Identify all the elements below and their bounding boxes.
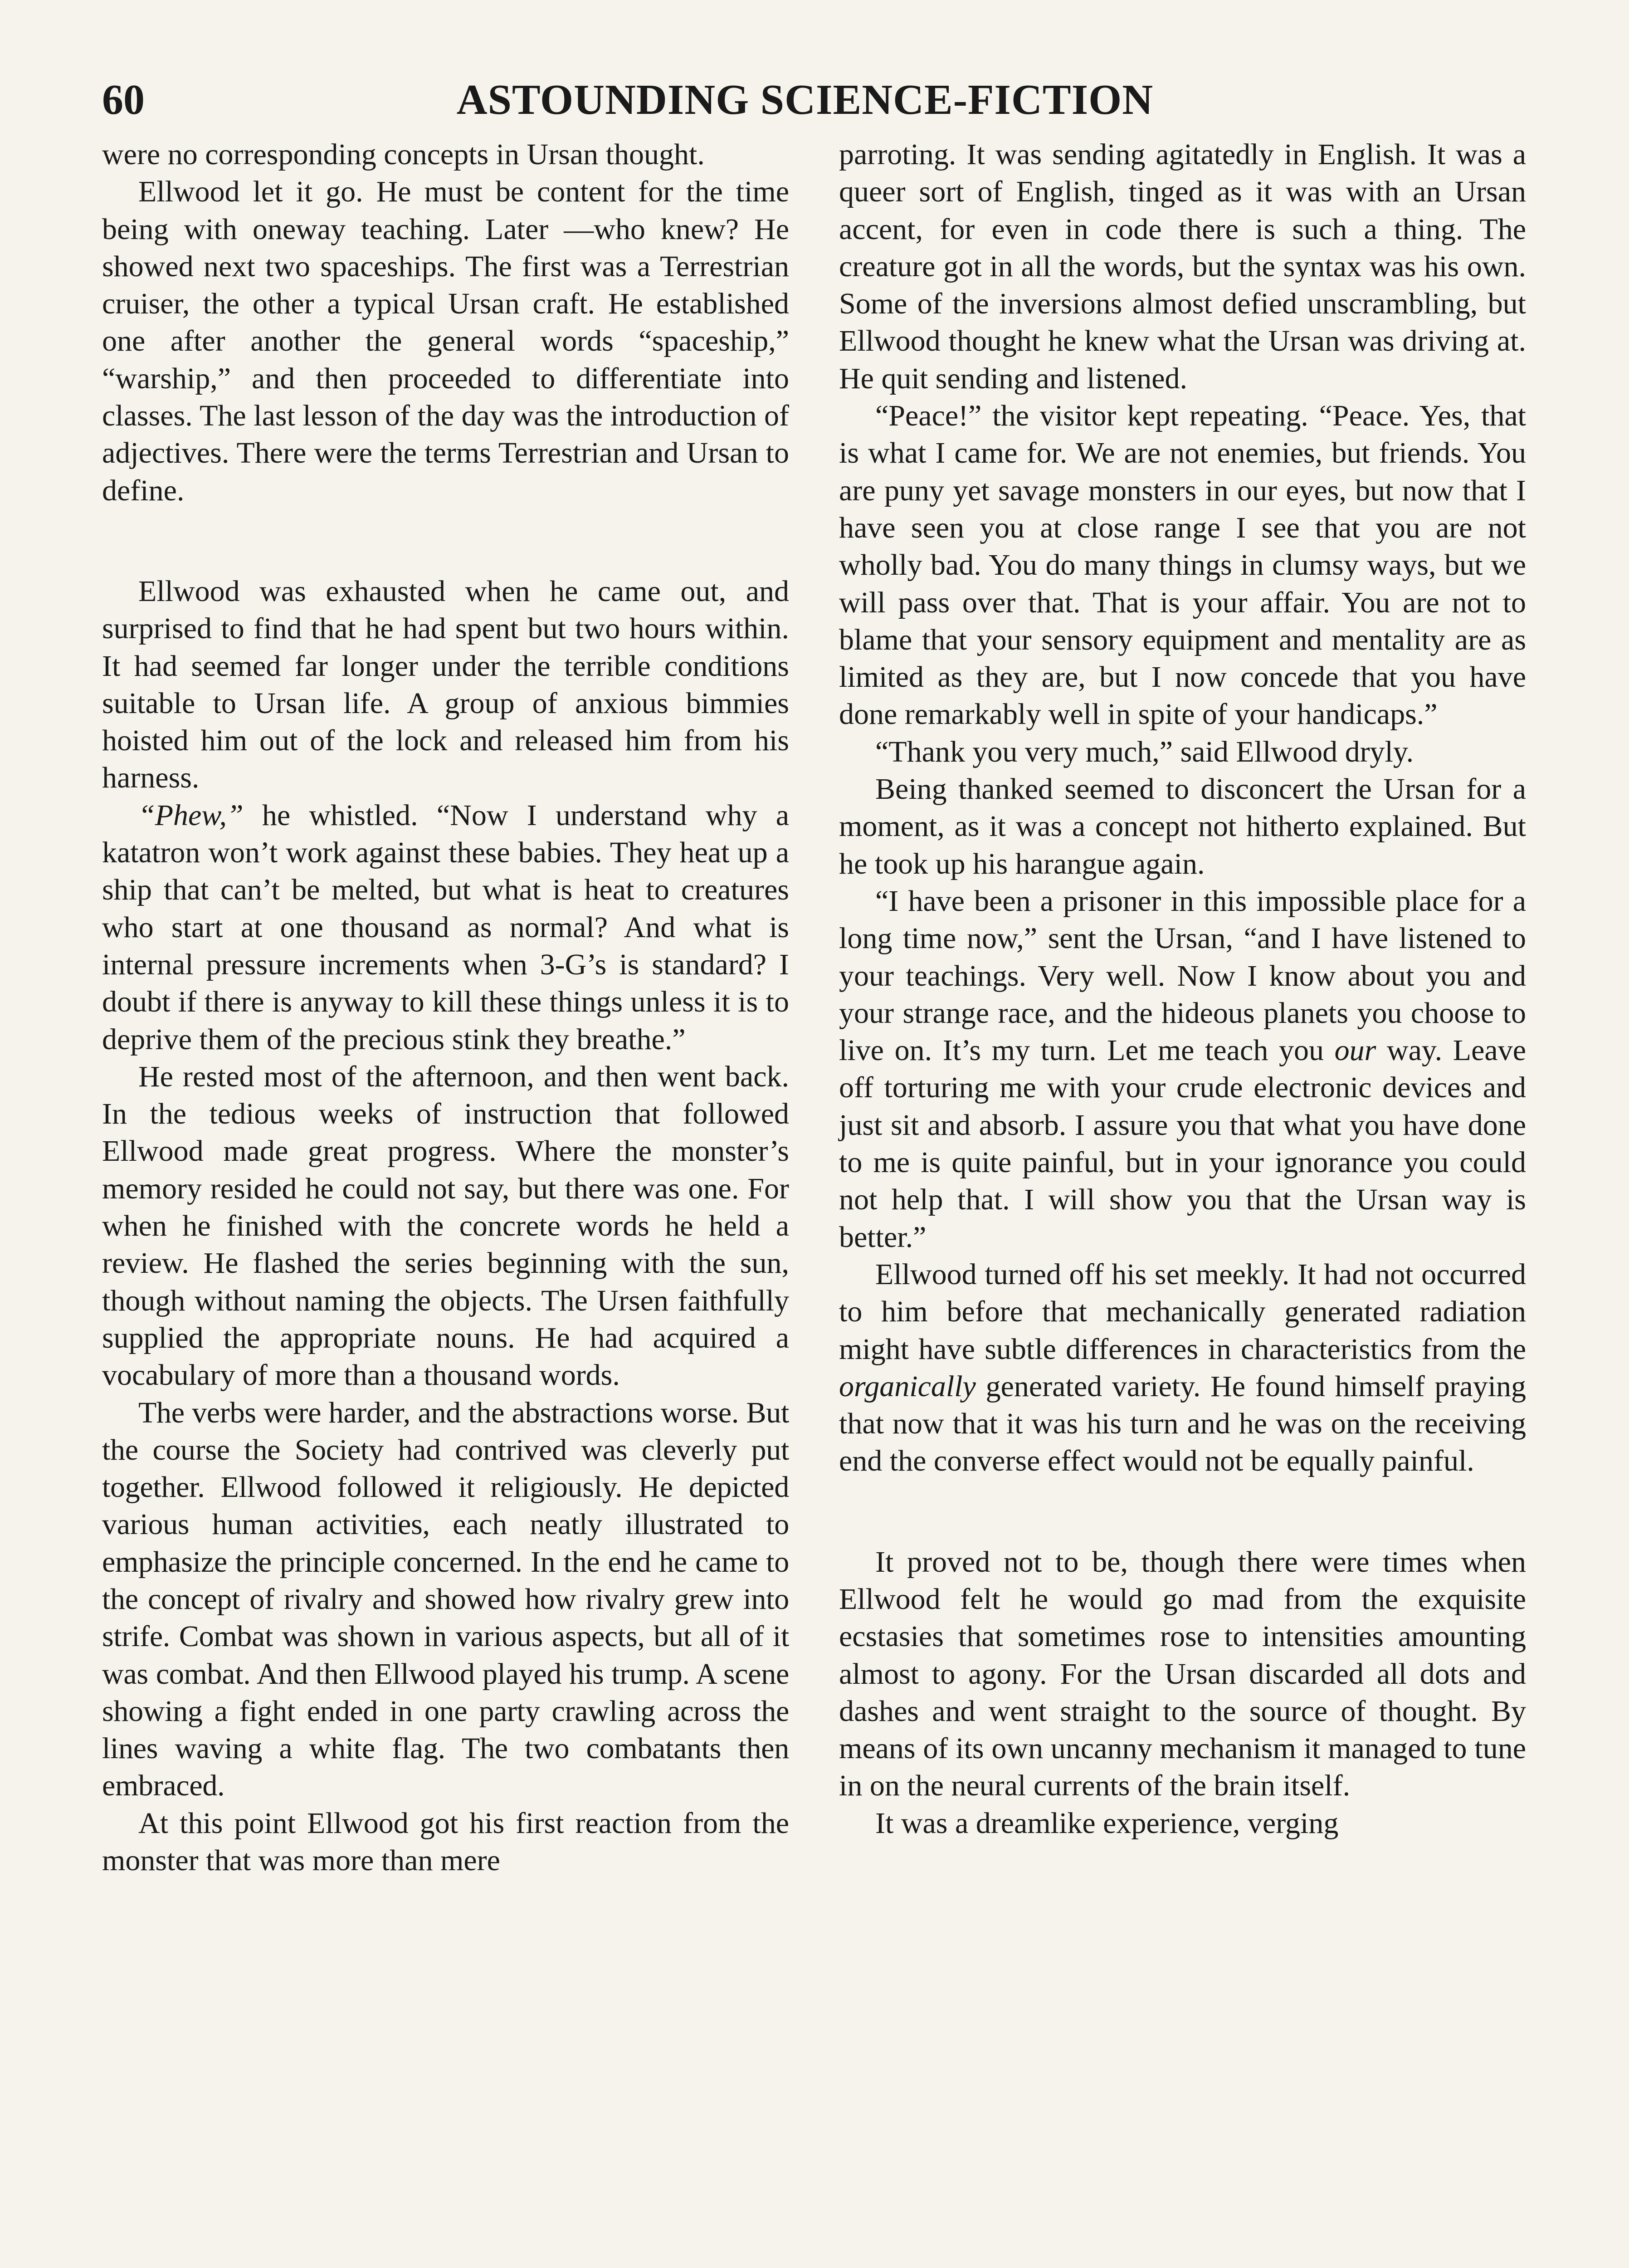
text-run: Ellwood turned off his set meekly. It had not occurred to him before that mechanically generated radiation might have subtle differences in characteristics from the xyxy=(839,1257,1526,1366)
italic-word: organically xyxy=(839,1369,976,1403)
paragraph xyxy=(839,883,1526,1256)
left-column xyxy=(102,136,789,1879)
paragraph: He rested most of the afternoon, and then went back. In the tedious weeks of instruction that followed Ellwood made great progress. Where the monster’s memory resided he could not say, but there was one. For when he finished with the concrete words he held a review. He flashed the series beginning with the sun, though without naming the objects. The Ursen faithfully supplied the appropriate nouns. He had acquired a vocabulary of more than a thousand words. xyxy=(102,1060,789,1392)
paragraph: “Peace!” the visitor kept repeating. “Peace. Yes, that is what I came for. We are not enemies, but friends. You are puny yet savage monsters in our eyes, but now that I have seen you at close range I see that you are not wholly bad. You do many things in clumsy ways, but we will pass over that. That is your affair. You are not to blame that your sensory equipment and mentality are as limited as they are, but I now concede that you have done remarkably well in spite of your handicaps.” xyxy=(839,399,1526,731)
paragraph xyxy=(839,1256,1526,1480)
text-run: “Now I understand why a katatron won’t work against these babies. They heat up a ship that can’t be melted, but what is heat to creatures who start at one thousand as normal? And what is internal pressure increments when 3-G’s is standard? I doubt if there is anyway to kill these things unless it is to deprive them of the precious stink they breathe.” xyxy=(102,798,789,1056)
paragraph: were no corresponding concepts in Ursan thought. xyxy=(102,138,705,171)
paragraph: Ellwood was exhausted when he came out, and surprised to find that he had spent but two hours within. It had seemed far longer under the terrible conditions suitable to Ursan life. A group of anxious bimmies hoisted him out of the lock and released him from his harness. xyxy=(102,574,789,795)
text-run: way. Leave off torturing me with your crude electronic devices and just sit and absorb. I assure you that what you have done to me is quite painful, but in your ignorance you could not help that. I will show you that the Ursan way is better.” xyxy=(839,1034,1526,1254)
text-run: generated variety. He found himself praying that now that it was his turn and he was on the receiving end the converse effect would not be equally painful. xyxy=(839,1369,1526,1478)
italic-phrase: “Phew,” xyxy=(138,798,244,832)
page-header xyxy=(102,68,1531,132)
paragraph: Ellwood let it go. He must be content for the time being with oneway teaching. Later —who knew? He showed next two spaceships. The first was a Terrestrian cruiser, the other a typical Ursan craft. He established one after another the general words “spaceship,” “warship,” and then proceeded to differentiate into classes. The last lesson of the day was the introduction of adjectives. There were the terms Terrestrian and Ursan to define. xyxy=(102,175,789,507)
paragraph: “Thank you very much,” said Ellwood dryly. xyxy=(875,735,1414,768)
paragraph xyxy=(102,797,789,1058)
paragraph: The verbs were harder, and the abstractions worse. But the course the Society had contrived was cleverly put together. Ellwood followed it religiously. He depicted various human activities, each neatly illustrated to emphasize the principle concerned. In the end he came to the concept of rivalry and showed how rivalry grew into strife. Combat was shown in various aspects, but all of it was combat. And then Ellwood played his trump. A scene showing a fight ended in one party crawling across the lines waving a white flag. The two combatants then embraced. xyxy=(102,1396,789,1803)
paragraph: parroting. It was sending agitatedly in English. It was a queer sort of English, tinged as it was with an Ursan accent, for even in code there is such a thing. The creature got in all the words, but the syntax was his own. Some of the inversions almost defied unscrambling, but Ellwood thought he knew what the Ursan was driving at. He quit sending and listened. xyxy=(839,138,1526,395)
right-column xyxy=(839,136,1526,1842)
paragraph: It proved not to be, though there were times when Ellwood felt he would go mad from the exquisite ecstasies that sometimes rose to intensities amounting almost to agony. For the Ursan discarded all dots and dashes and went straight to the source of thought. By means of its own uncanny mechanism it managed to tune in on the neural currents of the brain itself. xyxy=(839,1545,1526,1803)
text-run: “I have been a prisoner in this impossible place for a long time now,” sent the Ursan, “and I have listened to your teachings. Very well. Now I know about you and your strange race, and the hideous planets you choose to live on. It’s my turn. Let me teach you xyxy=(839,884,1526,1067)
paragraph: It was a dreamlike experience, verging xyxy=(875,1806,1339,1840)
paragraph: At this point Ellwood got his first reaction from the monster that was more than mere xyxy=(102,1806,789,1877)
paragraph: Being thanked seemed to disconcert the Ursan for a moment, as it was a concept not hitherto explained. But he took up his harangue again. xyxy=(839,772,1526,880)
italic-word: our xyxy=(1334,1034,1376,1067)
text-run: he whistled. xyxy=(243,798,437,832)
running-title: ASTOUNDING SCIENCE-FICTION xyxy=(456,76,1154,123)
page-number: 60 xyxy=(102,76,145,123)
